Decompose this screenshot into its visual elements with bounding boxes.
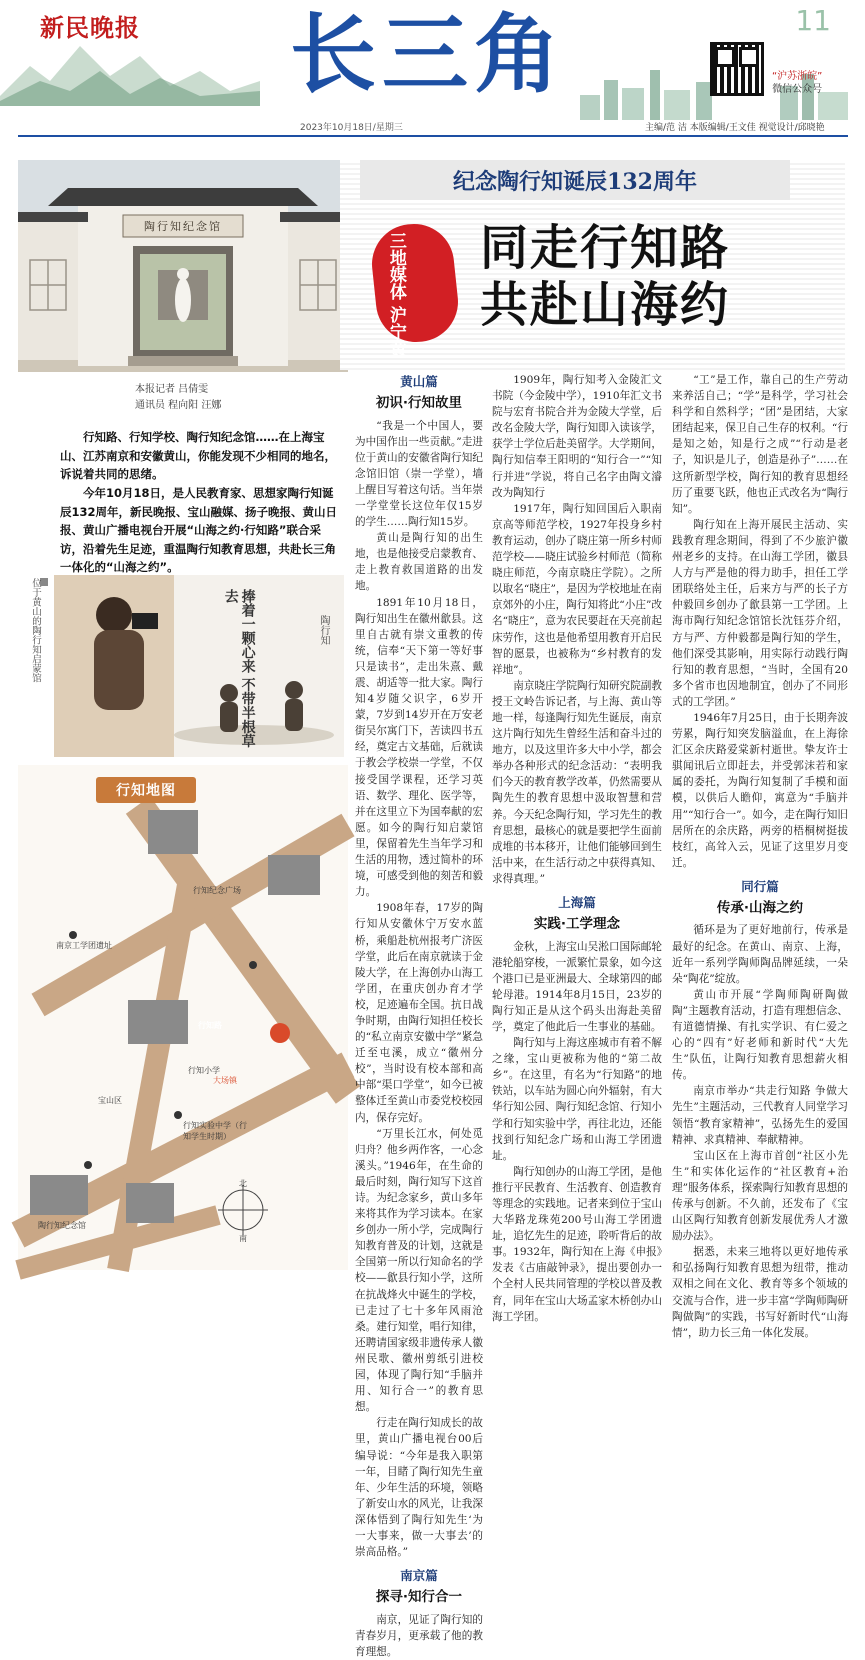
section-heading	[672, 877, 848, 919]
article-paragraph: 1891年10月18日，陶行知出生在徽州歙县。这里自古就有崇文重教的传统，信奉“天下第一等好事只是读书”，走出朱熹、戴震、胡适等一批大家。陶行知4岁随父识字，6岁开蒙，7岁到14岁开在万安老街吴尔寓门下，苦读四书五经，奠定古文基础，后就读于教会学校崇一学堂，不仅接受国学课程，还学习英语、数学、理化、医学等，并在这里立下为国奉献的宏愿。如今的陶行知启蒙馆里，保留着先生当年学习和生活的用物，透过简朴的环境，可感受到他的刻苦和毅力。	[355, 596, 483, 899]
map-label: 行知纪念广场	[193, 886, 241, 895]
section-subtitle: 初识·行知故里	[375, 395, 463, 411]
lead-paragraphs	[60, 428, 340, 577]
article-paragraph: “我是一个中国人，要为中国作出一些贡献。”走进位于黄山的安徽省陶行知纪念馆旧馆（崇一学堂），墙上醒目写着这句话。当年崇一学堂堂长这位年仅15岁的学生……陶行知15岁。	[355, 419, 483, 529]
map-label: 大场镇	[213, 1076, 237, 1085]
issue-date: 2023年10月18日/星期三	[300, 123, 403, 133]
map-label: 行知实验中学（行知学生时期）	[183, 1121, 247, 1141]
section-subtitle: 探寻·知行合一	[375, 1589, 463, 1606]
article-paragraph: 南京，见证了陶行知的青春岁月，更承载了他的教育理想。	[355, 1613, 483, 1658]
article-column-2	[355, 372, 483, 1658]
section-heading	[355, 372, 483, 414]
article-paragraph: 据悉，未来三地将以更好地传承和弘扬陶行知教育思想为纽带，推动双相之间在文化、教育等多个领域的交流与合作，进一步丰富“学陶师陶研陶做陶”的实践，书写好新时代“山海情”，助力长三角一体化发展。	[672, 1246, 848, 1339]
section-name: 上海篇	[558, 895, 596, 910]
editor-credits: 主编/范 洁 本版编辑/王文佳 视觉设计/邱晓艳	[645, 123, 825, 133]
masthead	[0, 0, 865, 133]
article-paragraph: 陶行知与上海这座城市有着不解之缘，宝山更被称为他的“第二故乡”。在这里，有名为“行知路”的地铁站，以车站为圆心向外辐射，有大华行知公园、陶行知纪念馆、行知小学和行知实验中学，再往北边，还能找到行知纪念广场和山海工学团遗址。	[492, 1037, 662, 1162]
enlightenment-hall-photo	[54, 575, 344, 757]
wall-calligraphy-line-2: 不带半根草去	[222, 589, 256, 748]
article-paragraph: 黄山是陶行知的出生地，也是他接受启蒙教育、走上教育救国道路的出发地。	[355, 532, 483, 593]
lead-paragraph: 行知路、行知学校、陶行知纪念馆……在上海宝山、江苏南京和安徽黄山，你能发现不少相同的地名，诉说着共同的思绪。	[60, 430, 336, 482]
article-paragraph: “工”是工作，靠自己的生产劳动来养活自己；“学”是科学，学习社会科学和自然科学；“团”是团结，大家团结起来，保卫自己生存的权利。“行是知之始，知是行之成”“行动是老子，知识是儿子，创造是孙子”……在这所新型学校，陶行知的教育思想经历了重要飞跃，他也正式改名为“陶行知”。	[672, 374, 848, 515]
article-column-3	[492, 372, 662, 1323]
article-paragraph: 南京晓庄学院陶行知研究院副教授王文岭告诉记者，与上海、黄山等地一样，每逢陶行知先生诞辰，南京这片陶行知先生曾经生活和奋斗过的地方，以及这里许多大中小学，都会举办各种形式的纪念活动：“表明我们今天的教育教学改革，仍然需要从陶先生的教育思想中汲取智慧和营养。今天纪念陶行知，学习先生的教育思想，最核心的就是要把学生面前成堆的书本移开，让他们能够回到生活中来，在生活行动之中获得真知、求得真理。”	[492, 679, 662, 885]
wechat-account-sub: 微信公众号	[772, 84, 823, 95]
section-name: 同行篇	[741, 878, 779, 894]
lead-paragraph: 今年10月18日，是人民教育家、思想家陶行知诞辰132周年，新民晚报、宝山融媒、扬子晚报、黄山日报、黄山广播电视台开展“山海之约·行知路”联合采访，沿着先生足迹，重温陶行知教育思想，共赴长三角一体化的“山海之约”。	[60, 485, 338, 575]
map-label: 行知路	[198, 1021, 222, 1030]
mountain-landscape-illustration	[0, 36, 260, 106]
map-label: 行知小学	[188, 1066, 220, 1075]
byline	[135, 382, 221, 414]
article-paragraph: 1908年春，17岁的陶行知从安徽休宁万安水蓝桥，乘船赴杭州报考广济医学堂，此后在南京就读于金陵大学，在上海创办山海工学团，在重庆创办育才学校，足迹遍布全国。抗日战争时期，由陶行知担任校长的“私立南京安徽中学”紧急迁至屯溪，成立“徽州分校”，当时设有校本部和高中部“渠口学堂”，如今已被整体迁至黄山市委党校校园内，保存完好。	[355, 902, 483, 1124]
masthead-rule	[18, 135, 848, 137]
compass-north: 北	[239, 1179, 247, 1188]
article-paragraph: 循环是为了更好地前行，传承是最好的纪念。在黄山、南京、上海，近年一系列学陶师陶品牌延续，一朵朵“陶花”绽放。	[672, 924, 848, 985]
wechat-account	[772, 70, 822, 96]
article-paragraph: 1917年，陶行知回国后入职南京高等师范学校，1927年投身乡村教育运动，创办了晓庄第一所乡村师范学校——晓庄试验乡村师范（简称晓庄师范，今南京晓庄学院）。之所以取名“晓庄”，是因为学校地址在南京郊外的小庄，陶行知将此“小庄”改名“晓庄”，意为农民要赶在天亮前起床劳作，这也是他希望用教育开启民智的愿景，也被称为“乡村教育的发祥地”。	[492, 502, 662, 676]
page-number: 11	[795, 4, 831, 37]
article-paragraph: 宝山区在上海市首创“社区小先生”和实体化运作的“社区教育+治理”服务体系，探索陶行知教育思想的传承与创新。不久前，还发布了《宝山区陶行知教育创新发展优秀人才激励办法》。	[672, 1149, 848, 1243]
map-label: 陶行知纪念馆	[38, 1221, 86, 1230]
article-paragraph: 陶行知创办的山海工学团，是他推行平民教育、生活教育、创造教育等理念的实践地。记者来到位于宝山大华路龙珠苑200号山海工学团遗址，追忆先生的足迹，聆听背后的故事。1932年，陶行知在上海《申报》发表《古庙敲钟录》，提出要创办一个全村人民共同管理的学校以普及教育，同年在宝山大场孟家木桥创办山海工学团。	[492, 1165, 662, 1323]
photo-caption: 位于黄山的陶行知启蒙馆	[36, 578, 48, 683]
wall-calligraphy-line-1: 捧着一颗心来	[239, 589, 256, 673]
memorial-gate-photo	[18, 160, 348, 372]
article-paragraph: 陶行知在上海开展民主活动、实践教育理念期间，得到了不少旅沪徽州老乡的支持。在山海工学团，徽县人方与严是他的得力助手，担任工学团联络处主任，后来方与严的长子方仲毅回乡创办了歙县第一工学团。上海市陶行知纪念馆馆长沈钰芬介绍，方与严、方仲毅都是陶行知的学生，他们深受其影响，用实际行动践行陶行知的教育思想，“当时，全国有20多个省市也因地制宜，创办了不同形式的工学团。”	[672, 518, 848, 708]
headline	[480, 220, 730, 333]
compass-south: 南	[239, 1234, 247, 1243]
map-title: 行知地图	[96, 777, 196, 803]
map-label: 南京工学团遗址	[56, 941, 112, 950]
article-paragraph: 黄山市开展“学陶师陶研陶做陶”主题教育活动，打造有理想信念、有道德情操、有扎实学识、有仁爱之心的“四有”好老师和新时代“大先生”队伍，让陶行知教育思想薪火相传。	[672, 988, 848, 1082]
map-label: 宝山区	[98, 1096, 122, 1105]
wall-calligraphy	[222, 589, 256, 757]
section-heading	[355, 1566, 483, 1608]
section-title: 长三角	[290, 4, 566, 105]
byline-reporter: 本报记者 吕倩雯	[135, 384, 209, 395]
section-heading	[492, 893, 662, 935]
paper-name-logo: 新民晚报	[40, 14, 140, 42]
section-name: 黄山篇	[400, 374, 438, 389]
qr-code-icon	[710, 42, 764, 96]
section-subtitle: 实践·工学理念	[533, 916, 621, 932]
article-column-4	[672, 372, 848, 1339]
section-name: 南京篇	[400, 1568, 438, 1584]
article-paragraph: 1909年，陶行知考入金陵汇文书院（今金陵中学），1910年汇文书院与宏育书院合并为金陵大学堂，后改名金陵大学，陶行知即入读该学，获学士学位后赴美留学。大学期间，陶行知信奉王阳明的“知行合一”“知行并进”学说，将自己名字由陶文濬改为陶知行	[492, 374, 662, 499]
wechat-account-name: “沪苏浙皖”	[772, 71, 823, 82]
byline-correspondents: 通讯员 程向阳 汪娜	[135, 400, 222, 411]
article-paragraph: “万里长江水，何处觅归舟？他乡两作客，一心念溪头。”1946年，在生命的最后时刻，陶行知写下这首诗。为纪念家乡，黄山多年来将其作为学习读本。在家乡创办一所小学，完成陶行知教育普及的计划，这就是全国第一所以行知命名的学校——歙县行知小学，这所在抗战烽火中诞生的学校，已走过了七十多年风雨沧桑。建行知堂，唱行知律，还聘请国家级非遗传承人徽州民歌、徽州剪纸引进校园，体现了陶行知“手脑并用、知行合一”的教育思想。	[355, 1127, 483, 1414]
article-paragraph: 1946年7月25日，由于长期奔波劳累，陶行知突发脑溢血，在上海徐汇区余庆路爱棠新村逝世。挚友许士骐闻讯后立即赶去，并受郭沫若和家属的委托，为陶行知复制了手模和面模，以供后人瞻仰，寓意为“手脑并用”“知行合一”。如今，走在陶行知旧居所在的余庆路，两旁的梧桐树挺拔枝红，高耸入云，见证了这里岁月变迁。	[672, 711, 848, 869]
article-paragraph: 行走在陶行知成长的故里，黄山广播电视台00后编导说：“今年是我入职第一年，目睹了陶行知先生童年、少年生活的环境，领略了新安山水的风光，让我深深体悟到了陶行知先生‘为一大事来，做一大事去’的崇高品格。”	[355, 1417, 483, 1559]
kicker-title: 纪念陶行知诞辰132周年	[360, 160, 790, 200]
xingzhi-map	[18, 765, 348, 1270]
headline-line-1: 同走行知路	[480, 220, 731, 276]
memorial-gate-sign: 陶行知纪念馆	[144, 220, 222, 233]
seal-text: 三地媒体 沪宁黄	[385, 232, 406, 357]
wall-signature: 陶行知	[318, 615, 329, 645]
article-paragraph: 南京市举办“共走行知路 争做大先生”主题活动，三代教育人同堂学习领悟“教育家精神”，弘扬先生的爱国精神、求真精神、奉献精神。	[672, 1085, 848, 1146]
section-subtitle: 传承·山海之约	[716, 899, 804, 916]
headline-line-2: 共赴山海约	[480, 276, 731, 333]
article-paragraph: 金秋，上海宝山吴淞口国际邮轮港轮船穿梭，一派繁忙景象，如今这个港口已是亚洲最大、全球第四的邮轮母港。1914年8月15日，23岁的陶行知正是从这个码头出海赴美留学，奠定了他此后一生事业的基础。	[492, 940, 662, 1033]
